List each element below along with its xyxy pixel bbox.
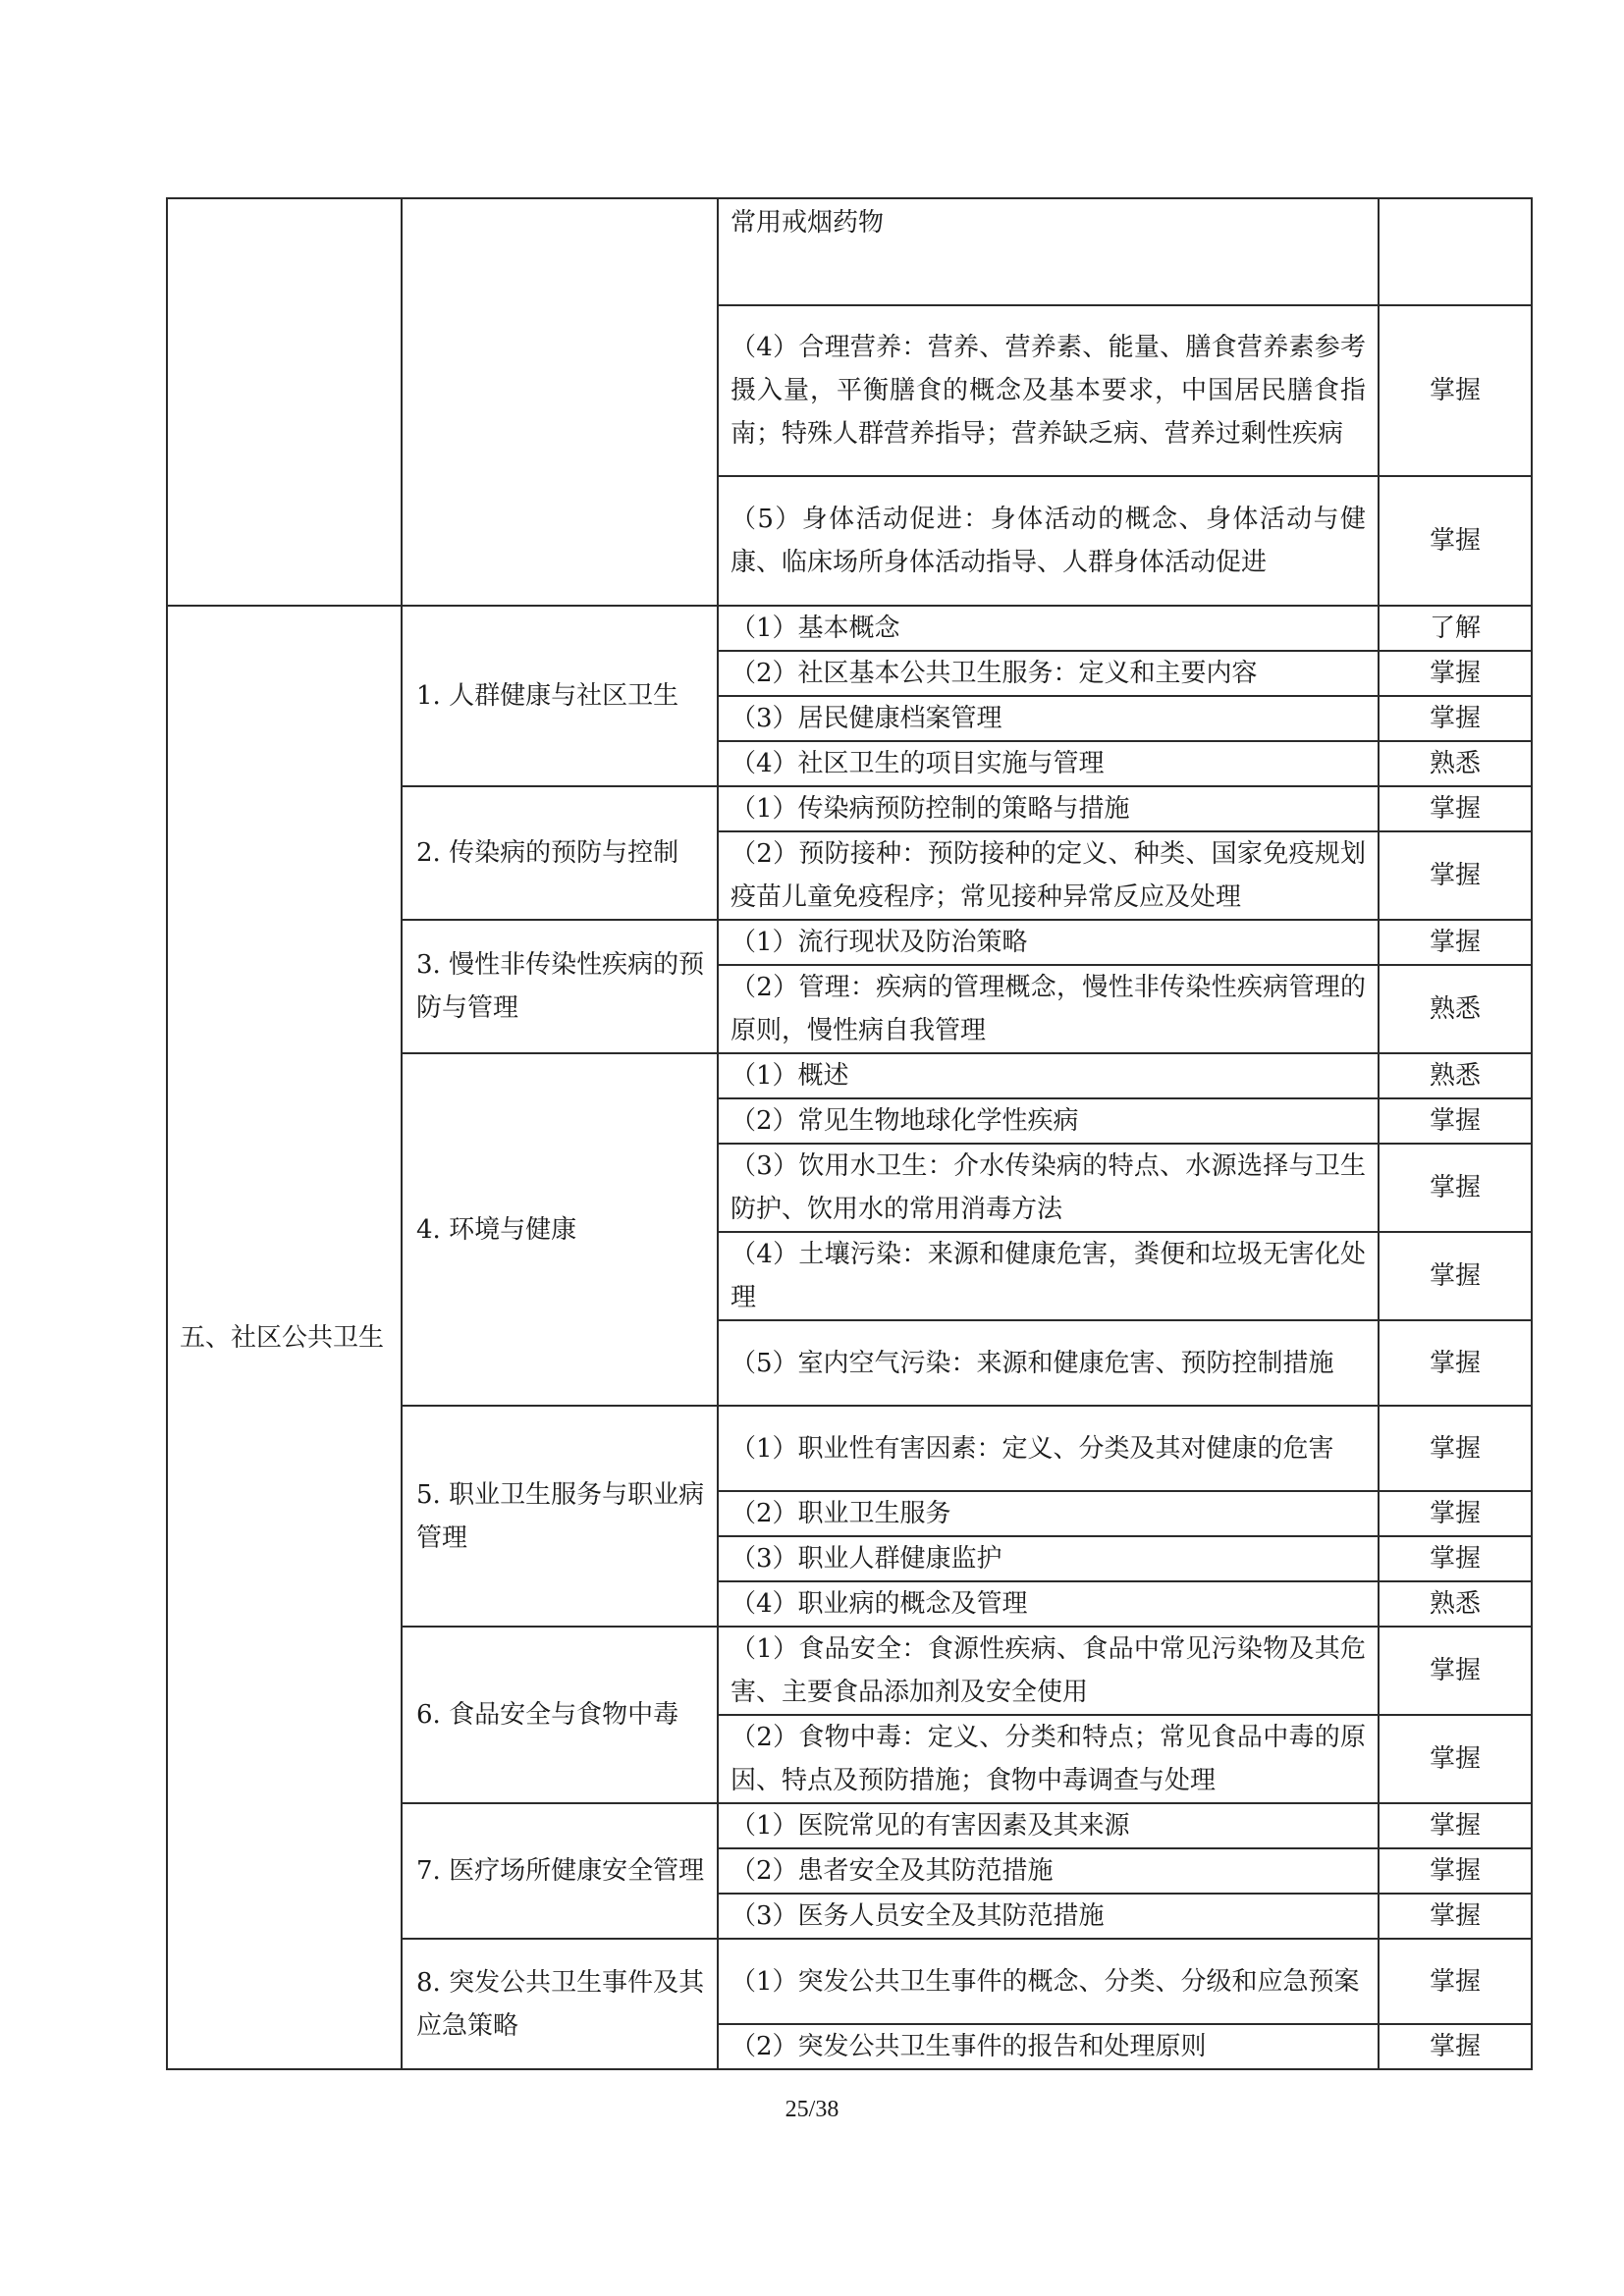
level-cell: 掌握 xyxy=(1379,1320,1532,1406)
level-cell: 掌握 xyxy=(1379,651,1532,696)
level-cell: 掌握 xyxy=(1379,1939,1532,2024)
level-cell: 掌握 xyxy=(1379,1536,1532,1581)
content-cell: （2）职业卫生服务 xyxy=(718,1491,1379,1536)
level-cell: 熟悉 xyxy=(1379,1581,1532,1627)
level-cell: 掌握 xyxy=(1379,786,1532,831)
level-cell: 掌握 xyxy=(1379,1098,1532,1144)
content-cell: （2）管理：疾病的管理概念，慢性非传染性疾病管理的原则，慢性病自我管理 xyxy=(718,965,1379,1053)
level-cell: 掌握 xyxy=(1379,1627,1532,1715)
content-cell: （2）社区基本公共卫生服务：定义和主要内容 xyxy=(718,651,1379,696)
content-cell: （1）医院常见的有害因素及其来源 xyxy=(718,1803,1379,1848)
content-cell: （4）土壤污染：来源和健康危害，粪便和垃圾无害化处理 xyxy=(718,1232,1379,1320)
content-cell: （5）室内空气污染：来源和健康危害、预防控制措施 xyxy=(718,1320,1379,1406)
content-cell: （4）职业病的概念及管理 xyxy=(718,1581,1379,1627)
section-title: 五、社区公共卫生 xyxy=(167,606,402,2069)
topic-title: 5. 职业卫生服务与职业病管理 xyxy=(402,1406,718,1627)
content-cell: 常用戒烟药物 xyxy=(718,198,1379,305)
content-cell: （4）合理营养：营养、营养素、能量、膳食营养素参考摄入量，平衡膳食的概念及基本要求，中国居民膳食指南；特殊人群营养指导；营养缺乏病、营养过剩性疾病 xyxy=(718,305,1379,476)
content-cell: （3）医务人员安全及其防范措施 xyxy=(718,1894,1379,1939)
level-cell: 掌握 xyxy=(1379,476,1532,606)
content-cell: （2）患者安全及其防范措施 xyxy=(718,1848,1379,1894)
topic-cell-empty xyxy=(402,198,718,606)
content-cell: （1）食品安全：食源性疾病、食品中常见污染物及其危害、主要食品添加剂及安全使用 xyxy=(718,1627,1379,1715)
level-cell: 熟悉 xyxy=(1379,1053,1532,1098)
table-row xyxy=(167,606,1532,651)
content-cell: （2）突发公共卫生事件的报告和处理原则 xyxy=(718,2024,1379,2069)
level-cell: 掌握 xyxy=(1379,305,1532,476)
level-cell: 掌握 xyxy=(1379,831,1532,920)
level-cell: 掌握 xyxy=(1379,920,1532,965)
content-cell: （1）概述 xyxy=(718,1053,1379,1098)
level-cell: 掌握 xyxy=(1379,1803,1532,1848)
topic-title: 7. 医疗场所健康安全管理 xyxy=(402,1803,718,1939)
content-cell: （3）居民健康档案管理 xyxy=(718,696,1379,741)
level-cell: 掌握 xyxy=(1379,1144,1532,1232)
level-cell: 掌握 xyxy=(1379,1848,1532,1894)
topic-title: 2. 传染病的预防与控制 xyxy=(402,786,718,920)
table-row xyxy=(167,198,1532,305)
topic-title: 4. 环境与健康 xyxy=(402,1053,718,1406)
content-cell: （2）常见生物地球化学性疾病 xyxy=(718,1098,1379,1144)
level-cell: 掌握 xyxy=(1379,1232,1532,1320)
content-cell: （1）传染病预防控制的策略与措施 xyxy=(718,786,1379,831)
content-cell: （5）身体活动促进：身体活动的概念、身体活动与健康、临床场所身体活动指导、人群身体活动促进 xyxy=(718,476,1379,606)
topic-title: 3. 慢性非传染性疾病的预防与管理 xyxy=(402,920,718,1053)
content-cell: （2）预防接种：预防接种的定义、种类、国家免疫规划疫苗儿童免疫程序；常见接种异常反应及处理 xyxy=(718,831,1379,920)
page-number: 25/38 xyxy=(785,2097,839,2122)
level-cell: 掌握 xyxy=(1379,1715,1532,1803)
topic-title: 8. 突发公共卫生事件及其应急策略 xyxy=(402,1939,718,2069)
level-cell: 掌握 xyxy=(1379,1894,1532,1939)
level-cell: 掌握 xyxy=(1379,1491,1532,1536)
level-cell: 掌握 xyxy=(1379,696,1532,741)
syllabus-table xyxy=(166,197,1533,2070)
topic-title: 1. 人群健康与社区卫生 xyxy=(402,606,718,786)
level-cell: 掌握 xyxy=(1379,2024,1532,2069)
content-cell: （2）食物中毒：定义、分类和特点；常见食品中毒的原因、特点及预防措施；食物中毒调查与处理 xyxy=(718,1715,1379,1803)
topic-title: 6. 食品安全与食物中毒 xyxy=(402,1627,718,1803)
content-cell: （1）流行现状及防治策略 xyxy=(718,920,1379,965)
content-cell: （1）基本概念 xyxy=(718,606,1379,651)
unit-cell-empty xyxy=(167,198,402,606)
content-cell: （3）饮用水卫生：介水传染病的特点、水源选择与卫生防护、饮用水的常用消毒方法 xyxy=(718,1144,1379,1232)
level-cell: 掌握 xyxy=(1379,1406,1532,1491)
level-cell xyxy=(1379,198,1532,305)
content-cell: （4）社区卫生的项目实施与管理 xyxy=(718,741,1379,786)
content-cell: （1）职业性有害因素：定义、分类及其对健康的危害 xyxy=(718,1406,1379,1491)
level-cell: 熟悉 xyxy=(1379,741,1532,786)
content-cell: （1）突发公共卫生事件的概念、分类、分级和应急预案 xyxy=(718,1939,1379,2024)
level-cell: 了解 xyxy=(1379,606,1532,651)
level-cell: 熟悉 xyxy=(1379,965,1532,1053)
content-cell: （3）职业人群健康监护 xyxy=(718,1536,1379,1581)
